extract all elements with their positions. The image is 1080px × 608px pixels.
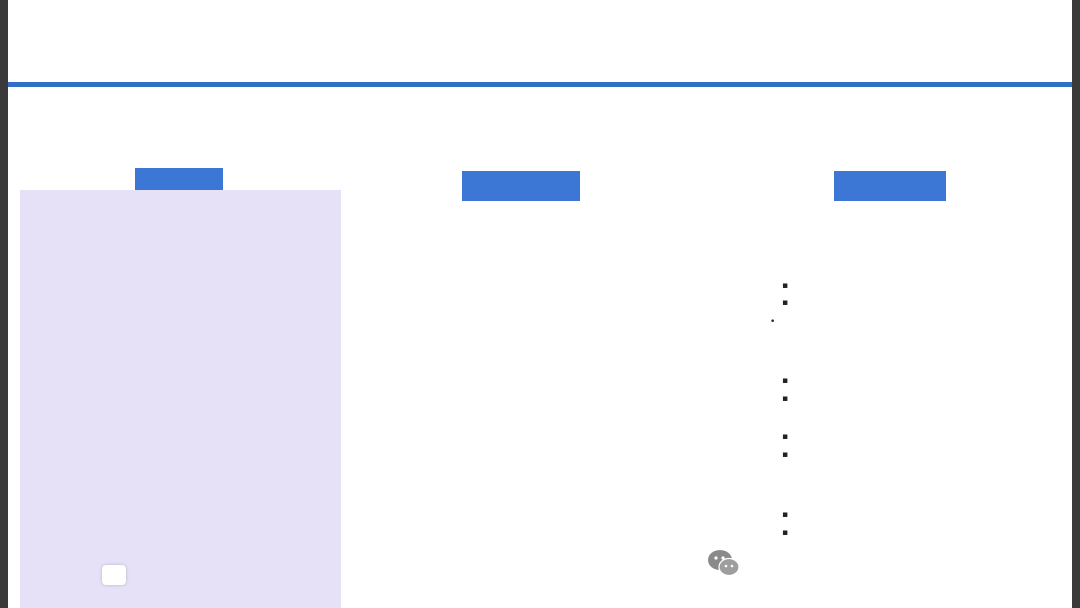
thinking-panel[interactable]	[343, 190, 728, 608]
answer-column-header	[834, 171, 946, 201]
answer-list-item: ▪	[782, 394, 789, 404]
thinking-column-header	[462, 171, 580, 201]
answer-list-item: ▪	[782, 432, 789, 442]
answer-list-item: ▪	[782, 510, 789, 520]
answer-list-item: ▪	[782, 450, 789, 460]
answer-list-item: ▪	[782, 376, 789, 386]
answer-list-item: ▪	[782, 528, 789, 538]
scroll-down-button[interactable]	[102, 565, 126, 585]
answer-panel	[728, 190, 1072, 608]
answer-list-item: ▪	[782, 298, 789, 308]
title-divider	[8, 82, 1072, 87]
wechat-icon	[706, 545, 742, 581]
slide	[8, 0, 1072, 608]
prompt-column-header	[135, 168, 223, 190]
answer-list-item: ▪	[782, 281, 789, 291]
answer-list-item: •	[770, 317, 776, 327]
prompt-panel[interactable]	[20, 190, 341, 608]
